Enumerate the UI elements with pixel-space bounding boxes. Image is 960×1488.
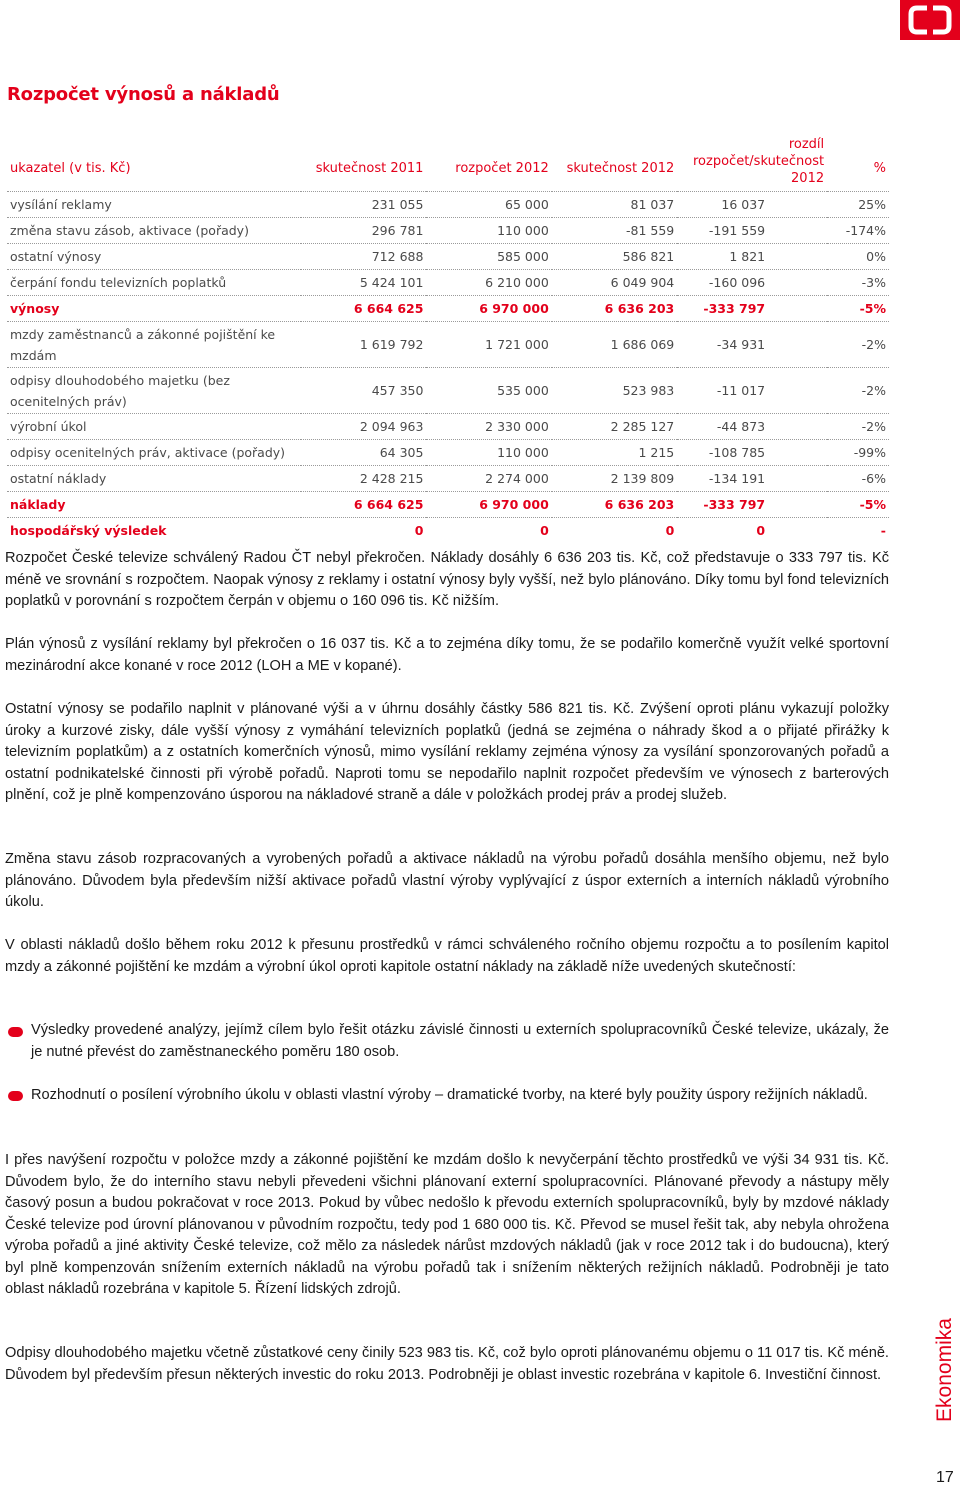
cell-budget-2012: 6 210 000 [426,270,551,296]
cell-actual-2011: 6 664 625 [301,296,426,322]
table-row [7,414,889,440]
cell-actual-2011: 0 [414,523,424,538]
cell-budget-2012: 110 000 [426,440,551,466]
table-row [7,244,889,270]
cell-budget-2012: 110 000 [426,218,551,244]
cell-actual-2011: 712 688 [301,244,426,270]
table-row [7,296,889,322]
cell-actual-2011: 64 305 [301,440,426,466]
bullet-item-analysis-text: Výsledky provedené analýzy, jejímž cílem bylo řešit otázku závislé činnosti u externích spolupracovníků České televize, ukázaly, že je nutné převést do zaměstnaneckého poměru 180 osob. [31,1022,889,1060]
row-label: odpisy ocenitelných práv, aktivace (pořady) [7,440,301,466]
cell-budget-2012: 2 330 000 [426,414,551,440]
cell-percent: -2% [827,322,889,368]
col-header-difference: rozdíl rozpočet/skutečnost 2012 [677,131,827,192]
paragraph-other-revenue-text: Ostatní výnosy se podařilo naplnit v plánované výši a v úhrnu dosáhly částky 586 821 tis. Kč. Zvýšení oproti plánu vykazují položky úroky a kurzové zisky, dále vyšší výnosy z vymáhání televizních poplatků (jedná se zejména o náhrady škod a o přijaté přirážky k televizním poplatkům) a z ostatních komerčních výnosů, mimo vysílání reklamy zejména výnosy za vysílání sponzorovaných pořadů a ostatní podnikatelské činnosti při výrobě pořadů. Naproti tomu se nepodařilo naplnit rozpočet především ve výnosech z barterových plnění, což je plně kompenzováno úsporou na nákladové straně a dále v položkách prodej práv a prodej služeb. [5,701,889,803]
cell-actual-2012: 2 285 127 [552,414,677,440]
row-label: výnosy [7,296,301,322]
cell-difference: -108 785 [677,440,827,466]
section-label-text: Ekonomika [933,1318,956,1422]
col-header-indicator: ukazatel (v tis. Kč) [7,131,301,192]
cell-actual-2011: 2 094 963 [301,414,426,440]
cell-difference: -44 873 [677,414,827,440]
table-row [7,218,889,244]
cell-difference: 1 821 [677,244,827,270]
bullet-item-analysis [31,1020,889,1063]
cell-actual-2011: 457 350 [301,368,426,414]
cell-difference: -191 559 [677,218,827,244]
cell-difference: -134 191 [677,466,827,492]
row-label: výrobní úkol [7,414,301,440]
cell-difference: -333 797 [677,296,827,322]
cell-actual-2011: 1 619 792 [301,322,426,368]
cell-actual-2011: 6 664 625 [301,492,426,518]
table-row [7,492,889,518]
cell-budget-2012: 585 000 [426,244,551,270]
table-body [7,192,889,544]
row-label: hospodářský výsledek [10,523,167,538]
cell-difference: -11 017 [677,368,827,414]
cell-actual-2012: 523 983 [552,368,677,414]
table-row [7,322,889,368]
cell-budget-2012: 6 970 000 [426,296,551,322]
bullet-icon [8,1027,23,1037]
bullet-item-production [31,1085,889,1107]
cell-actual-2011: 231 055 [301,192,426,218]
bullet-icon [8,1091,23,1101]
cell-budget-2012: 2 274 000 [426,466,551,492]
paragraph-summary-text: Rozpočet České televize schválený Radou ČT nebyl překročen. Náklady dosáhly 6 636 203 tis. Kč, což představuje o 333 797 tis. Kč méně ve srovnání s rozpočtem. Naopak výnosy z reklamy i ostatní výnosy byly vyšší, než bylo plánováno. Díky tomu byl fond televizních poplatků v porovnání s rozpočtem čerpán v objemu o 160 096 tis. Kč nižším. [5,550,889,609]
table-row [7,440,889,466]
row-label: odpisy dlouhodobého majetku (bez ocenitelných práv) [7,368,301,414]
row-label: mzdy zaměstnanců a zákonné pojištění ke mzdám [7,322,301,368]
cell-actual-2012: 0 [665,523,675,538]
cell-percent: - [880,523,886,538]
cell-actual-2011: 5 424 101 [301,270,426,296]
cell-difference: 0 [756,523,766,538]
paragraph-inventory-text: Změna stavu zásob rozpracovaných a vyrobených pořadů a aktivace nákladů na výrobu pořadů dosáhla menšího objemu, než bylo plánováno. Důvodem byla především nižší aktivace pořadů vlastní výroby vyplývající z úspor externích a interních nákladů výrobního úkolu. [5,851,889,910]
section-label [915,1300,960,1440]
cell-percent: -2% [827,414,889,440]
col-header-actual-2011: skutečnost 2011 [301,131,426,192]
cell-actual-2012: 1 686 069 [552,322,677,368]
cell-percent: 0% [827,244,889,270]
paragraph-advertising [5,634,889,677]
paragraph-salaries-text: I přes navýšení rozpočtu v položce mzdy a zákonné pojištění ke mzdám došlo k nevyčerpání těchto prostředků ve výši 34 931 tis. Kč. Důvodem bylo, že do interního stavu nebyli převedeni všichni plánovaní externí spolupracovníci. Plánované převody a nástupy měly časový posun a budou pokračovat v roce 2013. Pokud by vůbec nedošlo k převodu externích spolupracovníků, byly by mzdové náklady České televize pod úrovní plánovanou v původním rozpočtu, tedy pod 1 680 000 tis. Kč. Převod se musel řešit tak, aby nebyla ohrožena výroba pořadů a jiné aktivity České televize, což mělo za následek nárůst mzdových nákladů (jak v roce 2012 tak i do budoucna), který byl plně kompenzován snížením externích nákladů na výrobu pořadů tak i snížením některých režijních nákladů. Podrobněji je tato oblast nákladů rozebrána v kapitole 5. Řízení lidských zdrojů. [5,1152,889,1297]
cell-percent: -6% [827,466,889,492]
page-number: 17 [936,1469,954,1486]
cell-difference: 16 037 [677,192,827,218]
cell-actual-2012: 6 049 904 [552,270,677,296]
cell-percent: -174% [827,218,889,244]
cell-actual-2012: 1 215 [552,440,677,466]
cell-budget-2012: 0 [540,523,549,538]
bullet-item-production-text: Rozhodnutí o posílení výrobního úkolu v oblasti vlastní výroby – dramatické tvorby, na které byly použity úspory režijních nákladů. [31,1087,868,1103]
paragraph-inventory [5,849,889,914]
page-title: Rozpočet výnosů a nákladů [7,84,280,105]
row-label: náklady [7,492,301,518]
table-header-row [7,131,889,192]
paragraph-advertising-text: Plán výnosů z vysílání reklamy byl překročen o 16 037 tis. Kč a to zejména díky tomu, že se podařilo komerčně využít velké sportovní mezinárodní akce konané v roce 2012 (LOH a ME v kopané). [5,636,889,674]
paragraph-depreciation [5,1343,889,1386]
paragraph-salaries [5,1150,889,1301]
row-label: ostatní výnosy [7,244,301,270]
row-label: čerpání fondu televizních poplatků [7,270,301,296]
table-row [7,466,889,492]
cell-percent: -3% [827,270,889,296]
cell-actual-2012: 6 636 203 [552,296,677,322]
cell-actual-2012: 81 037 [552,192,677,218]
cell-actual-2011: 2 428 215 [301,466,426,492]
cell-percent: -2% [827,368,889,414]
row-label: změna stavu zásob, aktivace (pořady) [7,218,301,244]
cell-difference: -160 096 [677,270,827,296]
table-row [7,270,889,296]
row-label: ostatní náklady [7,466,301,492]
col-header-actual-2012: skutečnost 2012 [552,131,677,192]
cell-actual-2012: 6 636 203 [552,492,677,518]
cell-percent: -5% [827,492,889,518]
col-header-budget-2012: rozpočet 2012 [426,131,551,192]
paragraph-depreciation-text: Odpisy dlouhodobého majetku včetně zůstatkové ceny činily 523 983 tis. Kč, což bylo oproti plánovanému objemu o 11 017 tis. Kč méně. Důvodem byl především přesun některých investic do roku 2013. Podrobněji je oblast investic rozebrána v kapitole 6. Investiční činnost. [5,1345,889,1383]
cell-budget-2012: 6 970 000 [426,492,551,518]
paragraph-other-revenue [5,699,889,807]
col-header-percent: % [827,131,889,192]
cell-difference: -34 931 [677,322,827,368]
cell-budget-2012: 1 721 000 [426,322,551,368]
cell-actual-2012: -81 559 [552,218,677,244]
cell-budget-2012: 535 000 [426,368,551,414]
table-row [7,518,889,544]
row-label: vysílání reklamy [7,192,301,218]
cell-actual-2011: 296 781 [301,218,426,244]
cell-difference: -333 797 [677,492,827,518]
budget-table [7,131,889,543]
table-row [7,192,889,218]
ct-logo-icon [905,2,955,38]
paragraph-costs-text: V oblasti nákladů došlo během roku 2012 k přesunu prostředků v rámci schváleného ročního objemu rozpočtu a to posílením kapitol mzdy a zákonné pojištění ke mzdám a výrobní úkol oproti kapitole ostatní náklady na základě níže uvedených skutečností: [5,937,889,975]
cell-actual-2012: 2 139 809 [552,466,677,492]
cell-budget-2012: 65 000 [426,192,551,218]
paragraph-summary [5,548,889,613]
cell-actual-2012: 586 821 [552,244,677,270]
cell-percent: -5% [827,296,889,322]
cell-percent: -99% [827,440,889,466]
ceska-televize-logo [900,0,960,40]
table-row [7,368,889,414]
paragraph-costs [5,935,889,978]
cell-percent: 25% [827,192,889,218]
